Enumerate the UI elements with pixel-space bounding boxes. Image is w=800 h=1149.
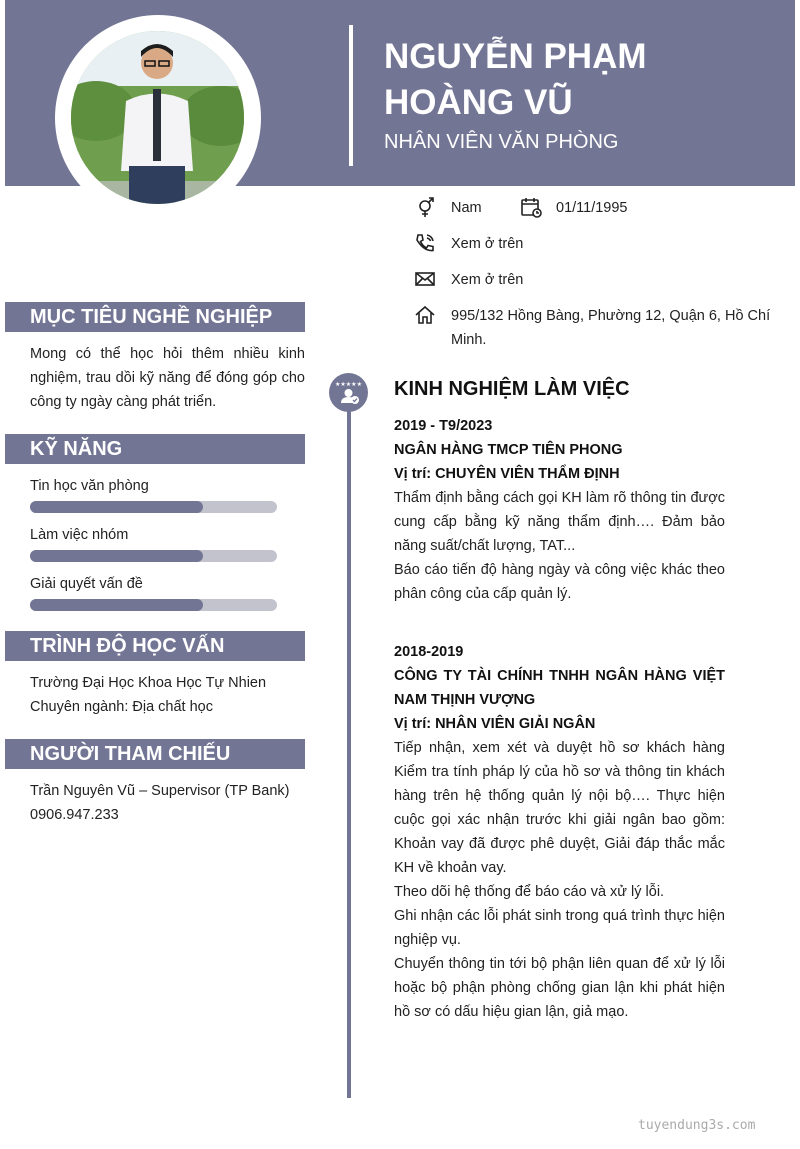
job-period: 2018-2019 bbox=[394, 644, 464, 660]
job-company: NGÂN HÀNG TMCP TIÊN PHONG bbox=[394, 442, 623, 458]
reference-heading: NGƯỜI THAM CHIẾU bbox=[5, 739, 305, 769]
mail-icon bbox=[414, 268, 436, 290]
svg-text:★★★★★: ★★★★★ bbox=[335, 381, 362, 388]
phone-icon bbox=[414, 232, 436, 254]
avatar bbox=[71, 31, 244, 204]
job-period: 2019 - T9/2023 bbox=[394, 418, 493, 434]
address-value: 995/132 Hồng Bàng, Phường 12, Quận 6, Hồ Chí Minh. bbox=[451, 308, 771, 348]
job-detail: Theo dõi hệ thống để báo cáo và xử lý lỗi. bbox=[394, 884, 665, 900]
dob-value: 01/11/1995 bbox=[556, 200, 628, 216]
job-entry bbox=[394, 640, 725, 1024]
skill-bar bbox=[30, 501, 277, 513]
watermark: tuyendung3s.com bbox=[638, 1118, 756, 1133]
calendar-icon bbox=[520, 196, 542, 218]
reference-person: Trần Nguyên Vũ – Supervisor (TP Bank) bbox=[30, 783, 290, 799]
experience-icon bbox=[329, 373, 368, 412]
gender-value: Nam bbox=[451, 200, 482, 216]
job-detail: Ghi nhận các lỗi phát sinh trong quá trình thực hiện nghiệp vụ. bbox=[394, 908, 725, 948]
gender-icon bbox=[414, 197, 436, 219]
skill-label: Tin học văn phòng bbox=[30, 478, 149, 494]
job-detail: Chuyển thông tin tới bộ phận liên quan để xử lý lỗi hoặc bộ phận phòng chống gian lận khi phát hiện hồ sơ có dấu hiệu gian lận, giả mạo. bbox=[394, 956, 725, 1020]
candidate-name: NGUYỄN PHẠM HOÀNG VŨ bbox=[384, 37, 647, 122]
phone-value: Xem ở trên bbox=[451, 236, 524, 252]
email-value: Xem ở trên bbox=[451, 272, 524, 288]
job-title: NHÂN VIÊN VĂN PHÒNG bbox=[384, 131, 619, 153]
skill-label: Làm việc nhóm bbox=[30, 527, 129, 543]
job-detail: Báo cáo tiến độ hàng ngày và công việc khác theo phân công của cấp quản lý. bbox=[394, 562, 725, 602]
skill-bar bbox=[30, 550, 277, 562]
education-school: Trường Đại Học Khoa Học Tự Nhien bbox=[30, 675, 267, 691]
name-divider bbox=[349, 25, 353, 166]
skill-label: Giải quyết vấn đề bbox=[30, 576, 143, 592]
job-entry bbox=[394, 414, 725, 606]
skill-bar-fill bbox=[30, 599, 203, 611]
objective-text: Mong có thể học hỏi thêm nhiều kinh nghiệm, trau dồi kỹ năng để đóng góp cho công ty ngày càng phát triển. bbox=[30, 346, 305, 410]
home-icon bbox=[414, 304, 436, 326]
reference-phone: 0906.947.233 bbox=[30, 807, 119, 823]
job-position: Vị trí: CHUYÊN VIÊN THẨM ĐỊNH bbox=[394, 466, 620, 482]
skill-bar-fill bbox=[30, 550, 203, 562]
job-position: Vị trí: NHÂN VIÊN GIẢI NGÂN bbox=[394, 716, 596, 732]
skill-bar bbox=[30, 599, 277, 611]
education-major: Chuyên ngành: Địa chất học bbox=[30, 699, 213, 715]
timeline-line bbox=[347, 410, 351, 1098]
job-detail: Tiếp nhận, xem xét và duyệt hồ sơ khách hàng Kiểm tra tính pháp lý của hồ sơ và thông tin khách hàng trên hệ thống quản lý nội bộ…. Thực hiện cuộc gọi xác nhận trước khi giải ngân bao gồm: Khoản vay đã được phê duyệt, Giải đáp thắc mắc KH về khoản vay. bbox=[394, 740, 725, 876]
experience-heading: KINH NGHIỆM LÀM VIỆC bbox=[394, 378, 630, 400]
job-company: CÔNG TY TÀI CHÍNH TNHH NGÂN HÀNG VIỆT NAM THỊNH VƯỢNG bbox=[394, 668, 725, 708]
skill-bar-fill bbox=[30, 501, 203, 513]
education-heading: TRÌNH ĐỘ HỌC VẤN bbox=[5, 631, 305, 661]
job-detail: Thẩm định bằng cách gọi KH làm rõ thông tin được cung cấp bằng kỹ năng thẩm định…. Đảm bảo năng suất/chất lượng, TAT... bbox=[394, 490, 725, 554]
objective-heading: MỤC TIÊU NGHỀ NGHIỆP bbox=[5, 302, 305, 332]
skills-heading: KỸ NĂNG bbox=[5, 434, 305, 464]
